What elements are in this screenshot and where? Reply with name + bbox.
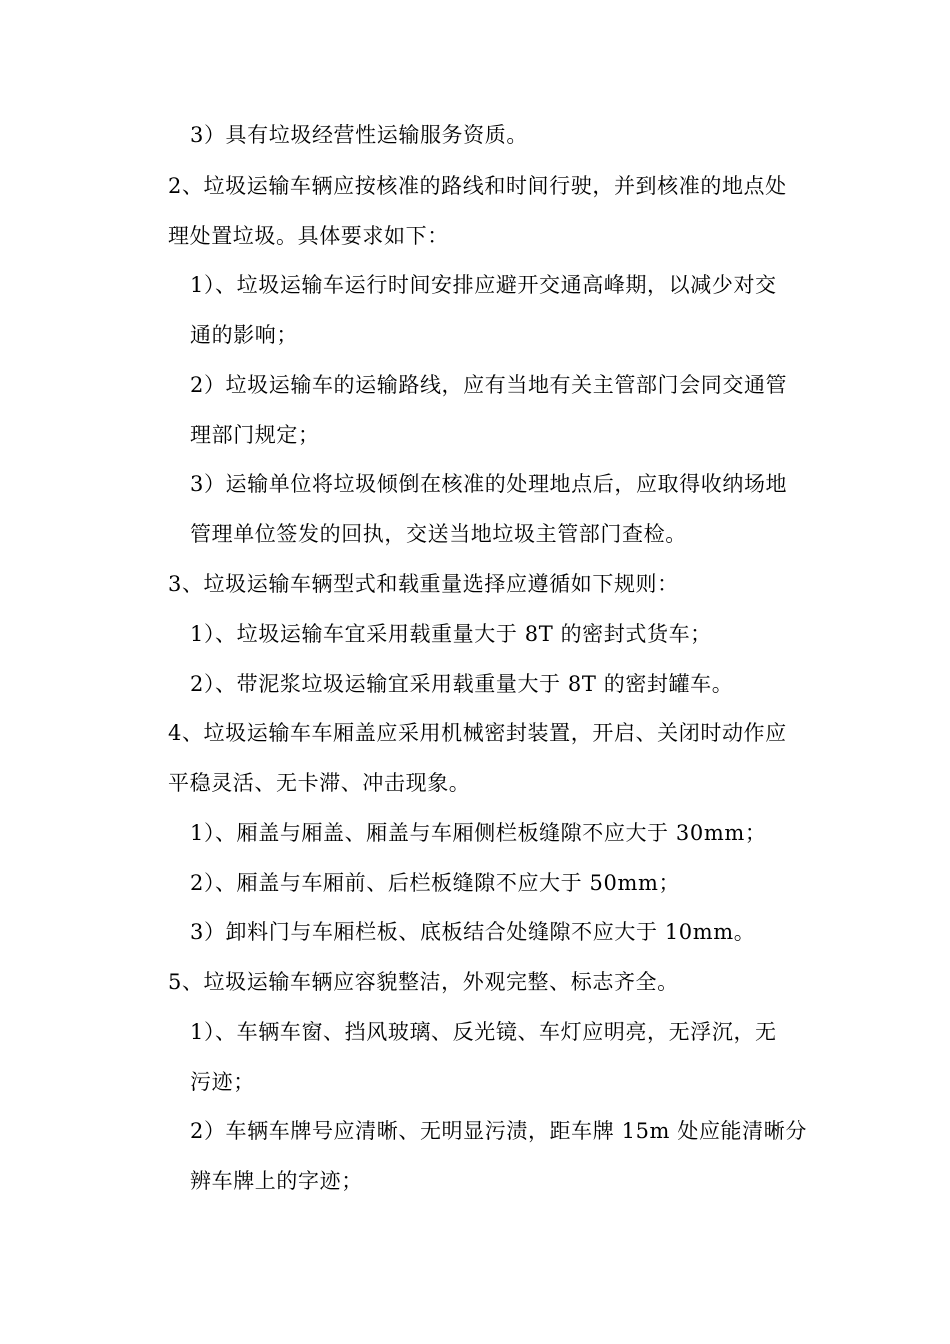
text-line: 1）、垃圾运输车运行时间安排应避开交通高峰期，以减少对交 — [190, 273, 777, 297]
text-line: 1）、厢盖与厢盖、厢盖与车厢侧栏板缝隙不应大于 30mm； — [190, 821, 767, 845]
text-line: 2）、带泥浆垃圾运输宜采用载重量大于 8T 的密封罐车。 — [190, 672, 734, 696]
text-line: 平稳灵活、无卡滞、冲击现象。 — [168, 771, 471, 795]
text-line: 3）具有垃圾经营性运输服务资质。 — [190, 123, 528, 147]
text-line: 理处置垃圾。具体要求如下： — [168, 224, 449, 248]
text-line: 2）、厢盖与车厢前、后栏板缝隙不应大于 50mm； — [190, 871, 681, 895]
text-line: 1）、车辆车窗、挡风玻璃、反光镜、车灯应明亮，无浮沉，无 — [190, 1020, 777, 1044]
text-line: 4、垃圾运输车车厢盖应采用机械密封装置，开启、关闭时动作应 — [168, 721, 787, 745]
text-line: 5、垃圾运输车辆应容貌整洁，外观完整、标志齐全。 — [168, 970, 679, 994]
text-line: 1）、垃圾运输车宜采用载重量大于 8T 的密封式货车； — [190, 622, 712, 646]
text-line: 污迹； — [190, 1070, 255, 1094]
text-line: 管理单位签发的回执，交送当地垃圾主管部门查检。 — [190, 522, 687, 546]
text-line: 理部门规定； — [190, 423, 320, 447]
text-line: 2）车辆车牌号应清晰、无明显污渍，距车牌 15m 处应能清晰分 — [190, 1119, 807, 1143]
text-line: 3）运输单位将垃圾倾倒在核准的处理地点后，应取得收纳场地 — [190, 472, 788, 496]
text-line: 2、垃圾运输车辆应按核准的路线和时间行驶，并到核准的地点处 — [168, 174, 787, 198]
text-line: 辨车牌上的字迹； — [190, 1169, 363, 1193]
text-line: 3、垃圾运输车辆型式和载重量选择应遵循如下规则： — [168, 572, 679, 596]
text-line: 3）卸料门与车厢栏板、底板结合处缝隙不应大于 10mm。 — [190, 920, 756, 944]
text-line: 2）垃圾运输车的运输路线，应有当地有关主管部门会同交通管 — [190, 373, 788, 397]
text-line: 通的影响； — [190, 323, 298, 347]
